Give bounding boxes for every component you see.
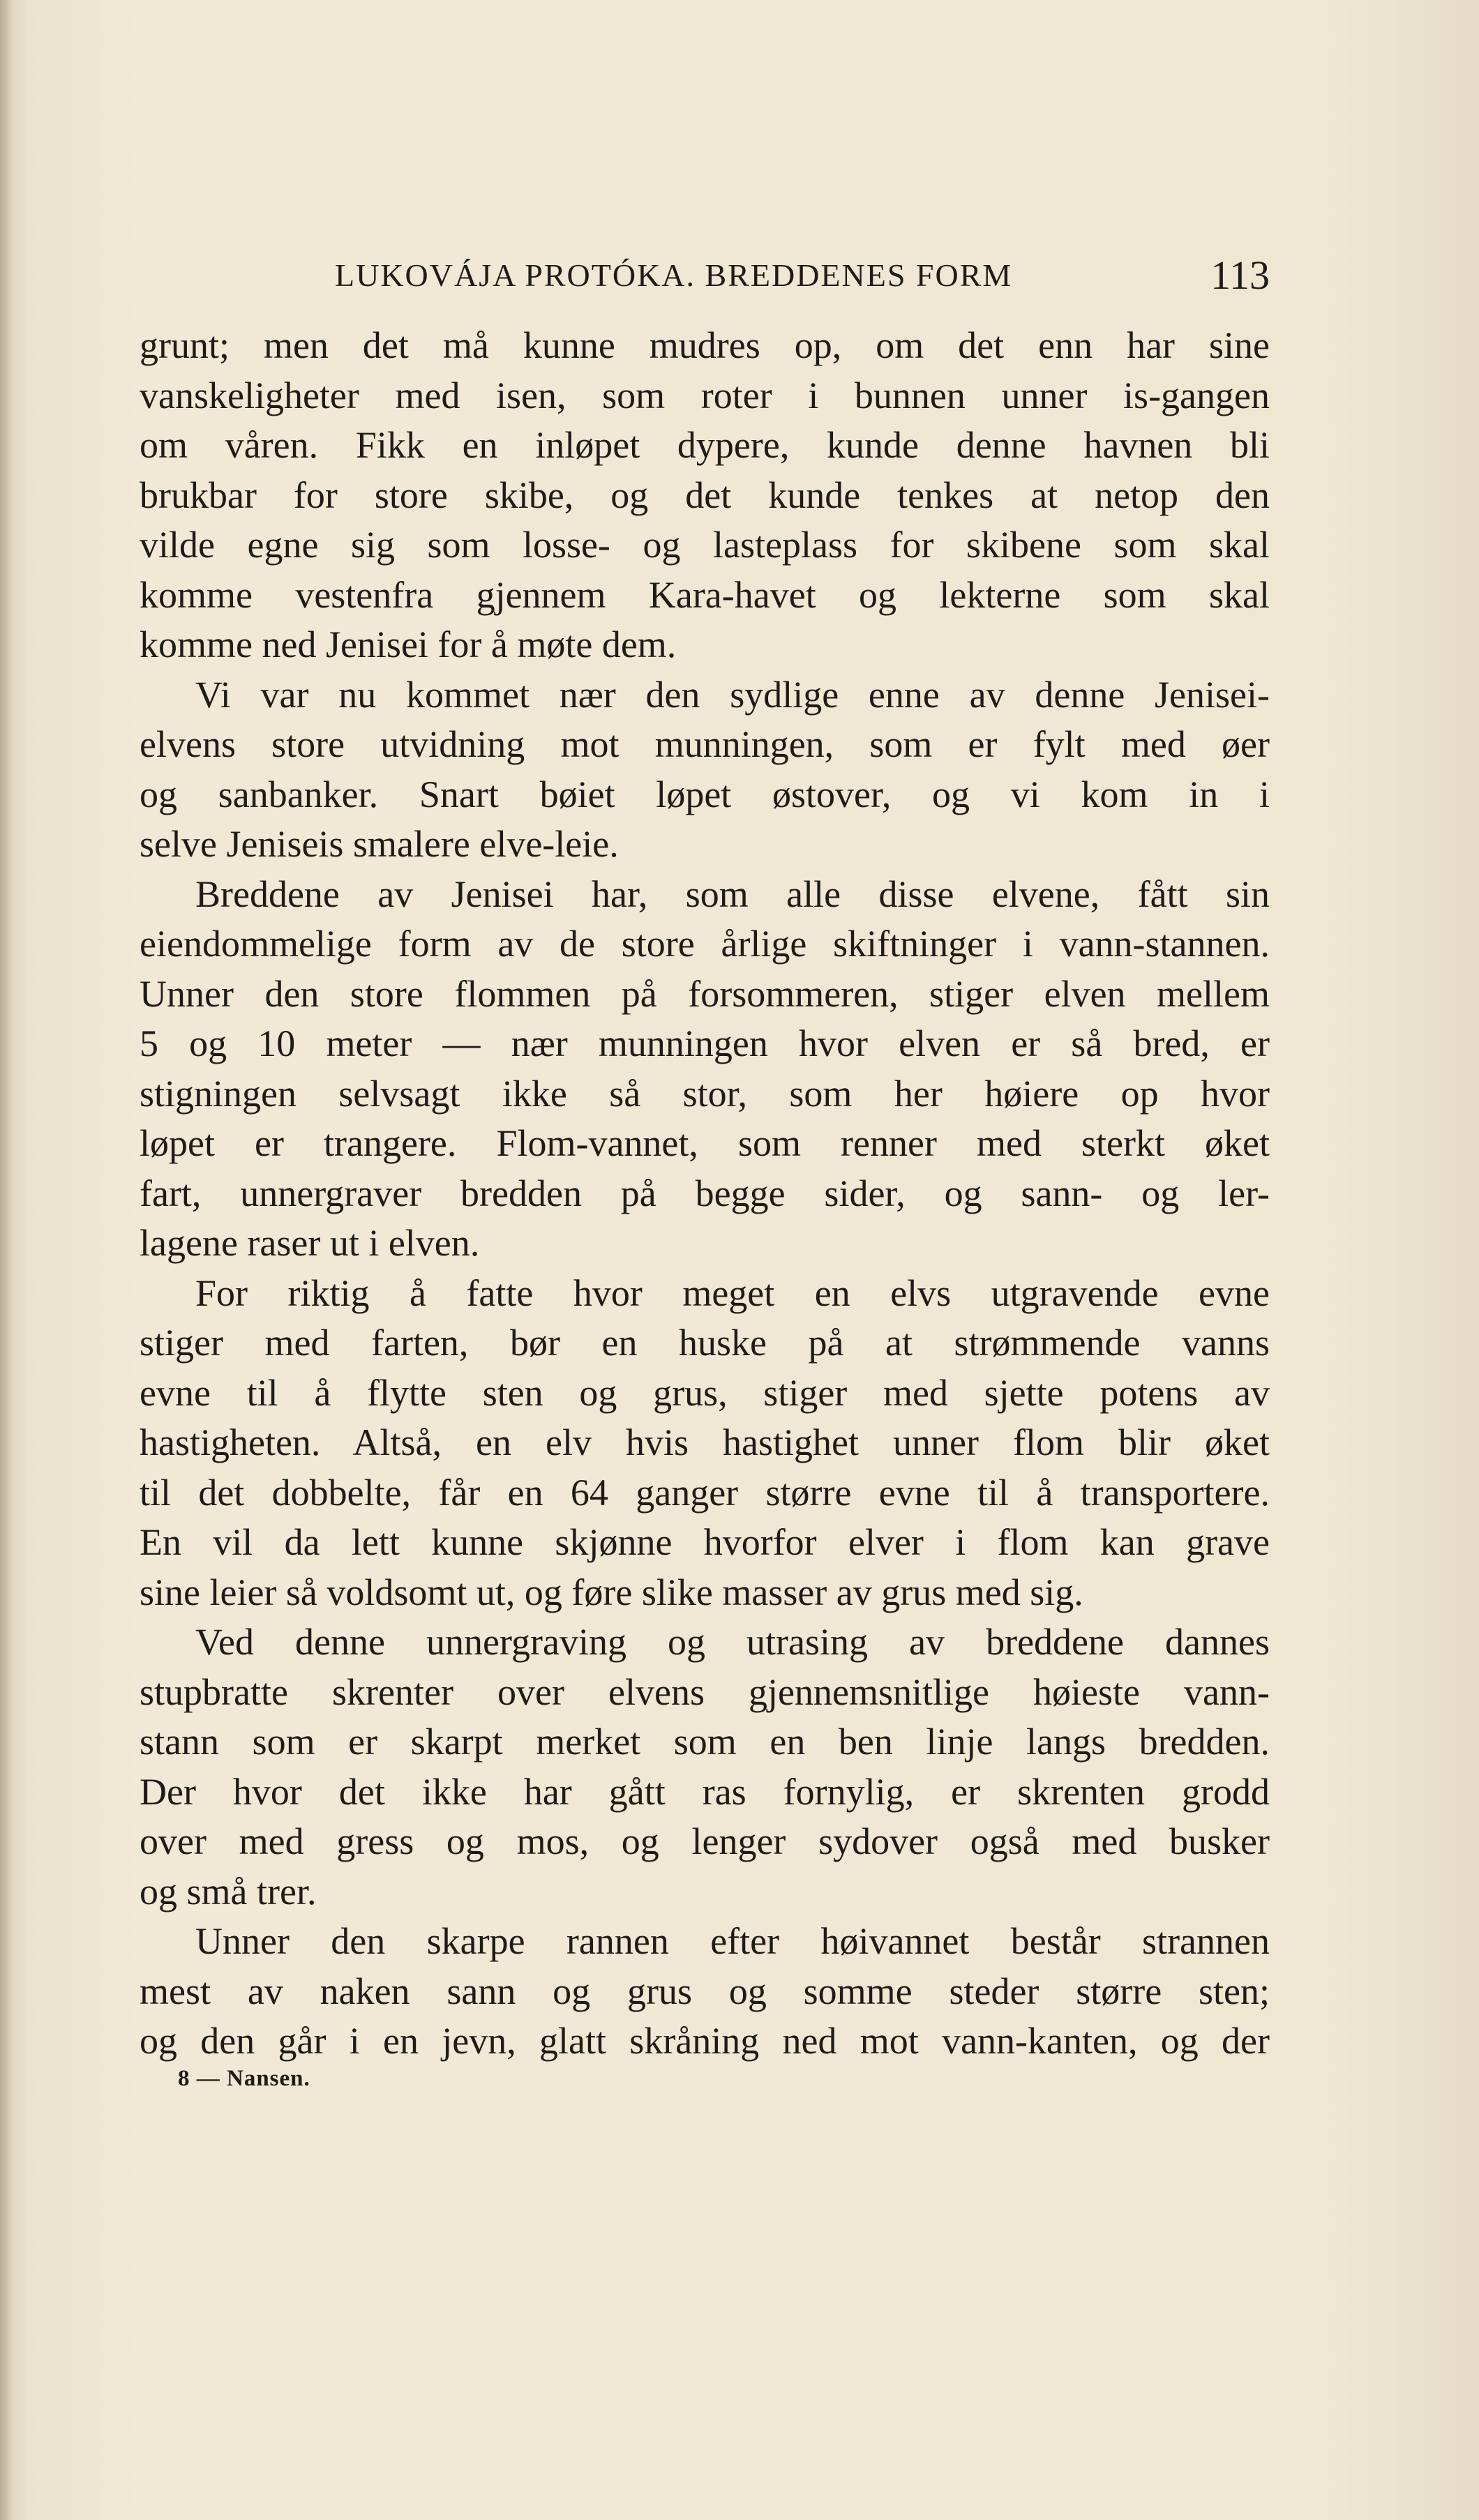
text-line: brukbar for store skibe, og det kunde tenkes at netop den: [140, 474, 1270, 516]
text-line: over med gress og mos, og lenger sydover også med busker: [140, 1820, 1270, 1862]
text-line: eiendommelige form av de store årlige skiftninger i vann-stannen.: [140, 923, 1270, 965]
text-line: Unner den skarpe rannen efter høivannet består strannen: [195, 1920, 1270, 1962]
signature-mark: 8 — Nansen.: [178, 2066, 310, 2091]
text-line: En vil da lett kunne skjønne hvorfor elver i flom kan grave: [140, 1521, 1270, 1563]
text-line: og den går i en jevn, glatt skråning ned mot vann-kanten, og der: [140, 2020, 1270, 2062]
text-line: sine leier så voldsomt ut, og føre slike masser av grus med sig.: [140, 1571, 1083, 1613]
text-line: om våren. Fikk en inløpet dypere, kunde denne havnen bli: [140, 424, 1270, 466]
text-line: og sanbanker. Snart bøiet løpet østover, og vi kom in i: [140, 773, 1270, 815]
text-line: lagene raser ut i elven.: [140, 1222, 480, 1264]
text-line: evne til å flytte sten og grus, stiger med sjette potens av: [140, 1371, 1270, 1414]
text-line: til det dobbelte, får en 64 ganger større evne til å transportere.: [140, 1471, 1270, 1514]
text-line: Vi var nu kommet nær den sydlige enne av denne Jenisei-: [195, 673, 1270, 716]
text-line: løpet er trangere. Flom-vannet, som renner med sterkt øket: [140, 1122, 1270, 1164]
text-line: Ved denne unnergraving og utrasing av breddene dannes: [195, 1621, 1270, 1663]
text-line: mest av naken sann og grus og somme steder større sten;: [140, 1970, 1270, 2012]
running-head: [140, 248, 1270, 303]
text-line: vilde egne sig som losse- og lasteplass for skibene som skal: [140, 524, 1270, 566]
text-line: fart, unnergraver bredden på begge sider, og sann- og ler-: [140, 1172, 1270, 1214]
text-line: Der hvor det ikke har gått ras fornylig, er skrenten grodd: [140, 1770, 1270, 1813]
running-title: LUKOVÁJA PROTÓKA. BREDDENES FORM: [335, 257, 1013, 293]
text-line: grunt; men det må kunne mudres op, om det enn har sine: [140, 324, 1270, 366]
text-line: stiger med farten, bør en huske på at strømmende vanns: [140, 1322, 1270, 1364]
text-line: selve Jeniseis smalere elve-leie.: [140, 823, 619, 865]
text-line: hastigheten. Altså, en elv hvis hastighet unner flom blir øket: [140, 1421, 1270, 1463]
page-number: 113: [1210, 252, 1270, 298]
text-line: elvens store utvidning mot munningen, som er fylt med øer: [140, 723, 1270, 765]
text-line: komme vestenfra gjennem Kara-havet og lekterne som skal: [140, 573, 1270, 616]
spine-shadow: [0, 0, 13, 2520]
text-line: stigningen selvsagt ikke så stor, som her høiere op hvor: [140, 1072, 1270, 1115]
text-line: komme ned Jenisei for å møte dem.: [140, 624, 677, 665]
text-line: Breddene av Jenisei har, som alle disse elvene, fått sin: [195, 873, 1270, 915]
text-line: og små trer.: [140, 1870, 317, 1912]
text-line: 5 og 10 meter — nær munningen hvor elven er så bred, er: [140, 1023, 1270, 1064]
text-line: stann som er skarpt merket som en ben linje langs bredden.: [140, 1721, 1270, 1763]
text-line: Unner den store flommen på forsommeren, stiger elven mellem: [140, 972, 1270, 1015]
body-text: [140, 321, 1270, 2067]
text-line: stupbratte skrenter over elvens gjennemsnitlige høieste vann-: [140, 1670, 1270, 1713]
text-line: vanskeligheter med isen, som roter i bunnen unner is-gangen: [140, 374, 1270, 416]
text-line: For riktig å fatte hvor meget en elvs utgravende evne: [195, 1272, 1270, 1314]
